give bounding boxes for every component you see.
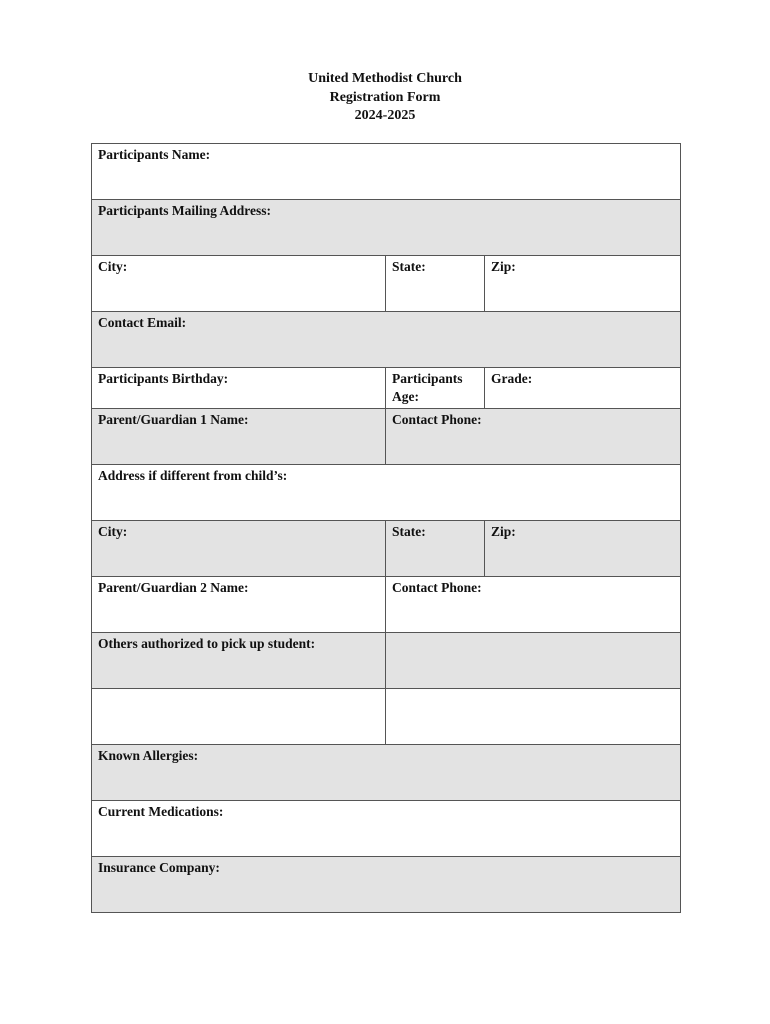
current-medications-label: Current Medications: (98, 804, 224, 819)
guardian1-name-label: Parent/Guardian 1 Name: (98, 412, 249, 427)
state-field[interactable] (386, 256, 485, 312)
form-header (0, 70, 770, 126)
insurance-company-field[interactable] (92, 857, 681, 913)
form-title: Registration Form (329, 89, 441, 105)
known-allergies-field[interactable] (92, 745, 681, 801)
participants-name-label: Participants Name: (98, 147, 211, 162)
grade-field[interactable] (485, 368, 681, 409)
contact-phone-field[interactable] (386, 409, 681, 465)
authorized-pickup-entry-1[interactable] (386, 633, 681, 689)
participants-name-field[interactable] (92, 144, 681, 200)
contact-email-field[interactable] (92, 312, 681, 368)
authorized-pickup-label: Others authorized to pick up student: (98, 636, 316, 651)
mailing-address-label: Participants Mailing Address: (98, 203, 272, 218)
participants-birthday-field[interactable] (92, 368, 386, 409)
church-name: United Methodist Church (308, 71, 462, 86)
authorized-pickup-entry-3[interactable] (386, 689, 681, 745)
state-label: State: (392, 259, 426, 274)
contact-email-label: Contact Email: (98, 315, 187, 330)
grade-label: Grade: (491, 371, 533, 386)
contact-phone2-label: Contact Phone: (392, 580, 482, 595)
contact-phone-label: Contact Phone: (392, 412, 482, 427)
guardian1-name-field[interactable] (92, 409, 386, 465)
city2-label: City: (98, 524, 128, 539)
known-allergies-label: Known Allergies: (98, 748, 199, 763)
authorized-pickup-entry-2[interactable] (92, 689, 386, 745)
zip-label: Zip: (491, 259, 516, 274)
form-year: 2024-2025 (354, 108, 416, 123)
participants-age-label: Participants Age: (392, 371, 463, 404)
alt-address-label: Address if different from child’s: (98, 468, 288, 483)
city-label: City: (98, 259, 128, 274)
guardian2-name-label: Parent/Guardian 2 Name: (98, 580, 249, 595)
authorized-pickup-field[interactable] (92, 633, 386, 689)
registration-table (91, 143, 681, 913)
city-field[interactable] (92, 256, 386, 312)
guardian2-name-field[interactable] (92, 577, 386, 633)
current-medications-field[interactable] (92, 801, 681, 857)
zip-field[interactable] (485, 256, 681, 312)
insurance-company-label: Insurance Company: (98, 860, 220, 875)
zip2-field[interactable] (485, 521, 681, 577)
zip2-label: Zip: (491, 524, 516, 539)
participants-age-field[interactable] (386, 368, 485, 409)
state2-field[interactable] (386, 521, 485, 577)
participants-birthday-label: Participants Birthday: (98, 371, 229, 386)
city2-field[interactable] (92, 521, 386, 577)
alt-address-field[interactable] (92, 465, 681, 521)
contact-phone2-field[interactable] (386, 577, 681, 633)
mailing-address-field[interactable] (92, 200, 681, 256)
state2-label: State: (392, 524, 426, 539)
